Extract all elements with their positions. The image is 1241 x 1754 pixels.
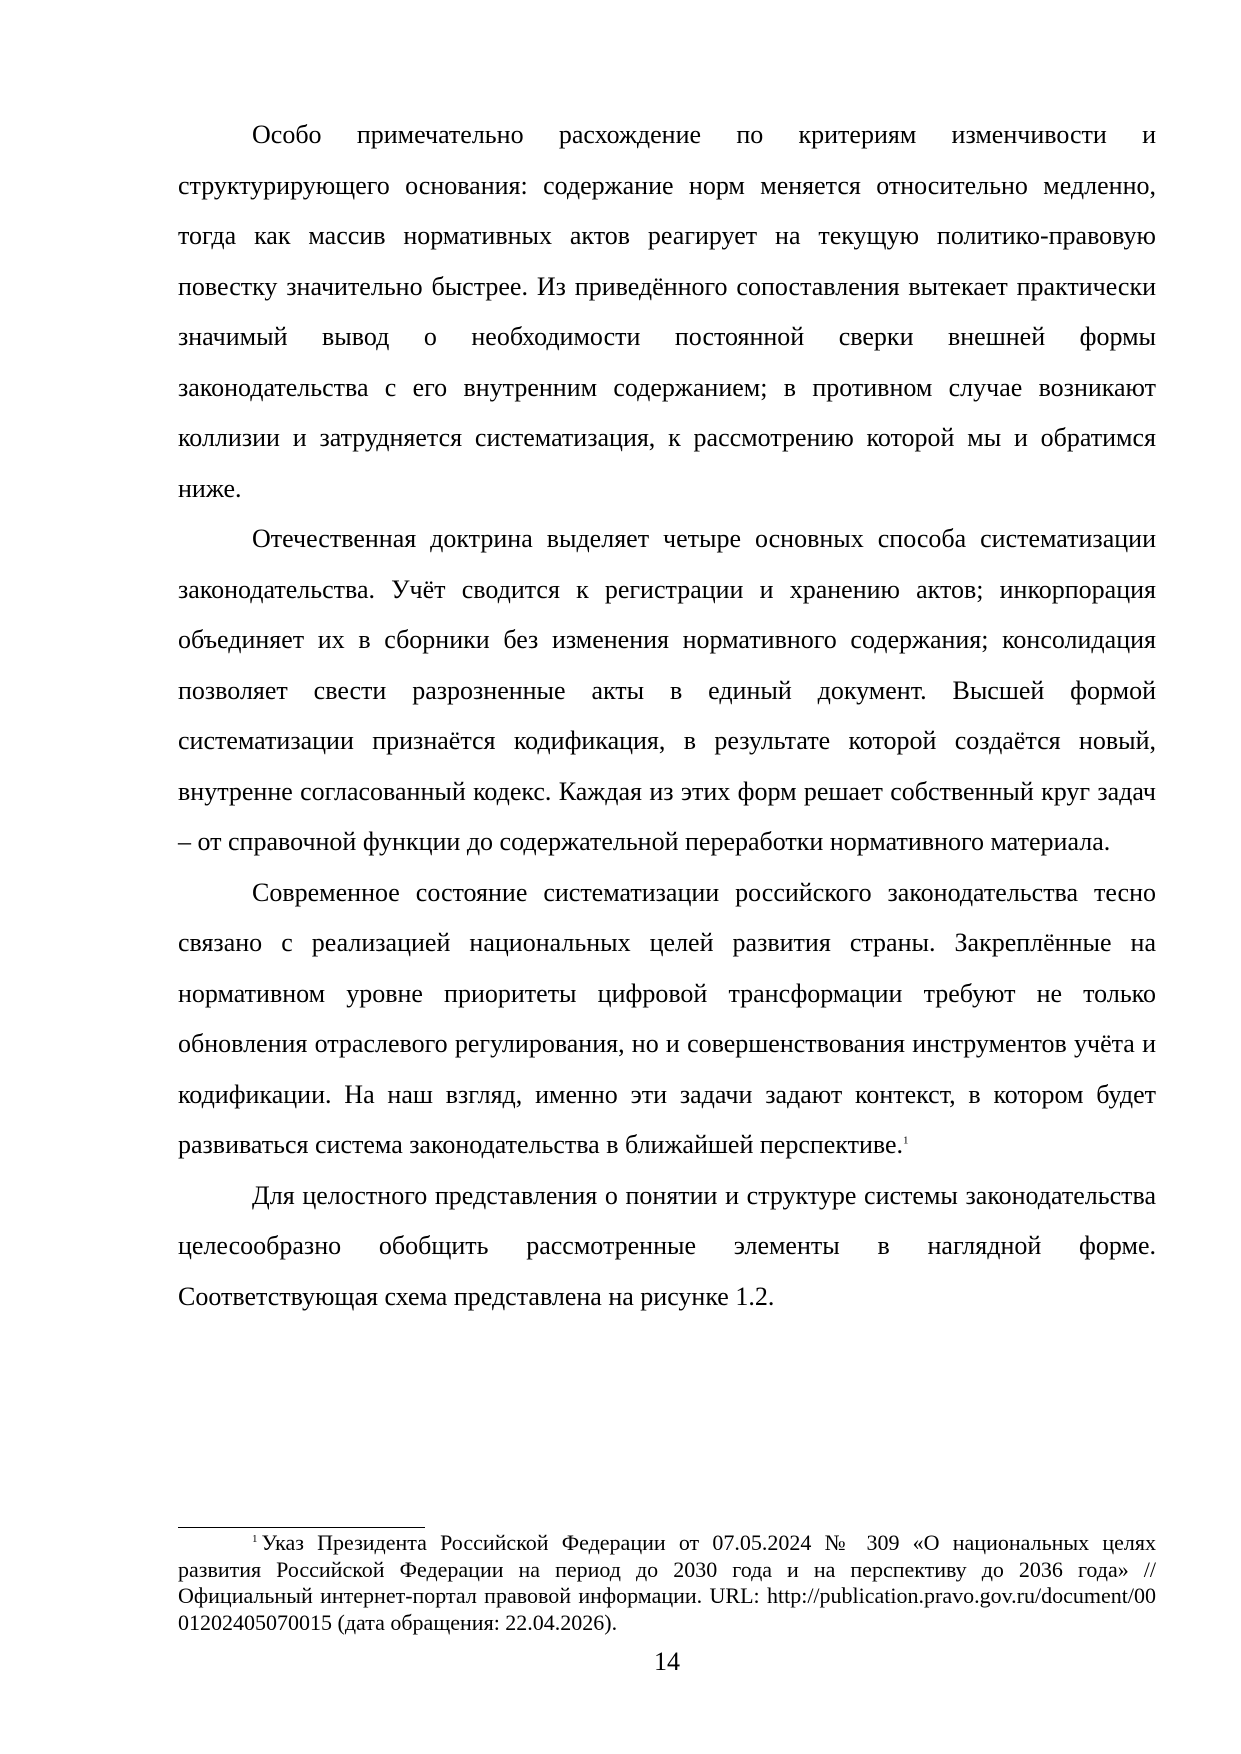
paragraph-2: Отечественная доктрина выделяет четыре основных способа систематизации законодательства. Учёт сводится к регистрации и хранению актов; инкорпорация объединяет их в сборники без изменения нормативного содержания; консолидация позволяет свести разрозненные акты в единый документ. Высшей формой систематизации признаётся кодификация, в результате которой создаётся новый, внутренне согласованный кодекс. Каждая из этих форм решает собственный круг задач – от справочной функции до содержательной переработки нормативного материала. — [178, 524, 1156, 856]
paragraph-3-text: Современное состояние систематизации российского законодательства тесно связано с реализацией национальных целей развития страны. Закреплённые на нормативном уровне приоритеты цифровой трансформации требуют не только обновления отраслевого регулирования, но и совершенствования инструментов учёта и кодификации. На наш взгляд, именно эти задачи задают контекст, в котором будет развиваться система законодательства в ближайшей перспективе. — [178, 877, 1156, 1159]
footnote-text: Указ Президента Российской Федерации от 07.05.2024 № 309 «О национальных целях развития Российской Федерации на период до 2030 года и на перспективу до 2036 года» // Официальный интернет-портал правовой информации. URL: — [178, 1530, 1156, 1608]
footnote-number: 1 — [252, 1532, 258, 1545]
footnote — [178, 1530, 1156, 1636]
body-text — [178, 110, 1156, 1322]
footnote-reference[interactable]: 1 — [903, 1134, 909, 1147]
footnote-url[interactable]: http://publication.pravo.gov.ru/document/0001202405070015 — [178, 1583, 1156, 1635]
page-number: 14 — [654, 1647, 680, 1676]
footnote-access-date: (дата обращения: 22.04.2026). — [332, 1609, 618, 1635]
paragraph-1: Особо примечательно расхождение по критериям изменчивости и структурирующего основания: содержание норм меняется относительно медленно, тогда как массив нормативных актов реагирует на текущую политико-правовую повестку значительно быстрее. Из приведённого сопоставления вытекает практически значимый вывод о необходимости постоянной сверки внешней формы законодательства с его внутренним содержанием; в противном случае возникают коллизии и затрудняется систематизация, к рассмотрению которой мы и обратимся ниже. — [178, 120, 1156, 503]
paragraph-3 — [178, 868, 1156, 1171]
paragraph-4: Для целостного представления о понятии и структуре системы законодательства целесообразно обобщить рассмотренные элементы в наглядной форме. Соответствующая схема представлена на рисунке 1.2. — [178, 1180, 1156, 1311]
footnote-separator — [178, 1527, 425, 1528]
